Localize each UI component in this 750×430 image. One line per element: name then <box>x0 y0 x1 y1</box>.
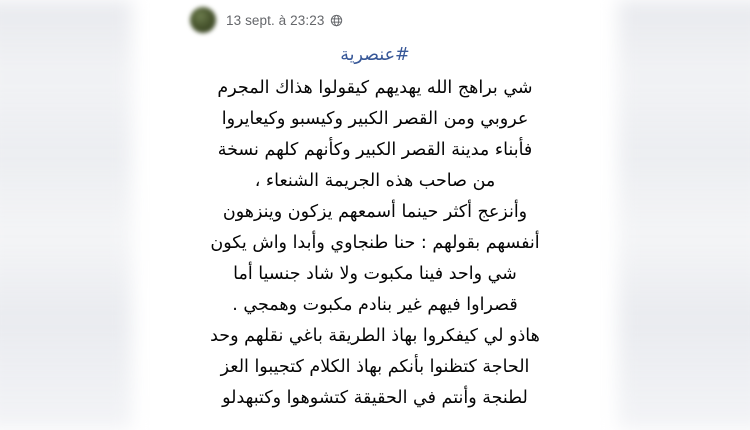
post-line: عروبي ومن القصر الكبير وكيسبو وكيعايروا <box>221 109 529 129</box>
post-line: الحاجة كتظنوا بأنكم بهاذ الكلام كتجيبوا العز <box>220 357 530 377</box>
post-header <box>150 0 600 34</box>
facebook-post <box>150 0 600 430</box>
blurred-left-gutter <box>0 0 132 430</box>
globe-icon[interactable] <box>330 14 343 27</box>
avatar[interactable] <box>190 7 216 33</box>
post-line: قصراوا فيهم غير بنادم مكبوت وهمجي . <box>232 295 518 315</box>
post-line: شي واحد فينا مكبوت ولا شاد جنسيا أما <box>233 264 517 284</box>
post-line: هاذو لي كيفكروا بهاذ الطريقة باغي نقلهم وحد <box>210 326 540 346</box>
post-line: وأنزعج أكثر حينما أسمعهم يزكون وينزهون <box>222 202 528 222</box>
blurred-right-gutter <box>618 0 750 430</box>
post-line: شي براهج الله يهديهم كيقولوا هذاك المجرم <box>217 78 533 98</box>
post-timestamp[interactable]: 13 sept. à 23:23 <box>226 12 325 28</box>
post-text <box>150 34 600 414</box>
post-hashtag[interactable]: #عنصرية <box>340 45 410 65</box>
post-line: فأبناء مدينة القصر الكبير وكأنهم كلهم نسخة <box>217 140 533 160</box>
post-line: لطنجة وأنتم في الحقيقة كتشوهوا وكتبهدلو <box>222 388 528 408</box>
post-line: أنفسهم بقولهم : حنا طنجاوي وأبدا واش يكون <box>210 233 540 253</box>
post-line: من صاحب هذه الجريمة الشنعاء ، <box>254 171 496 191</box>
